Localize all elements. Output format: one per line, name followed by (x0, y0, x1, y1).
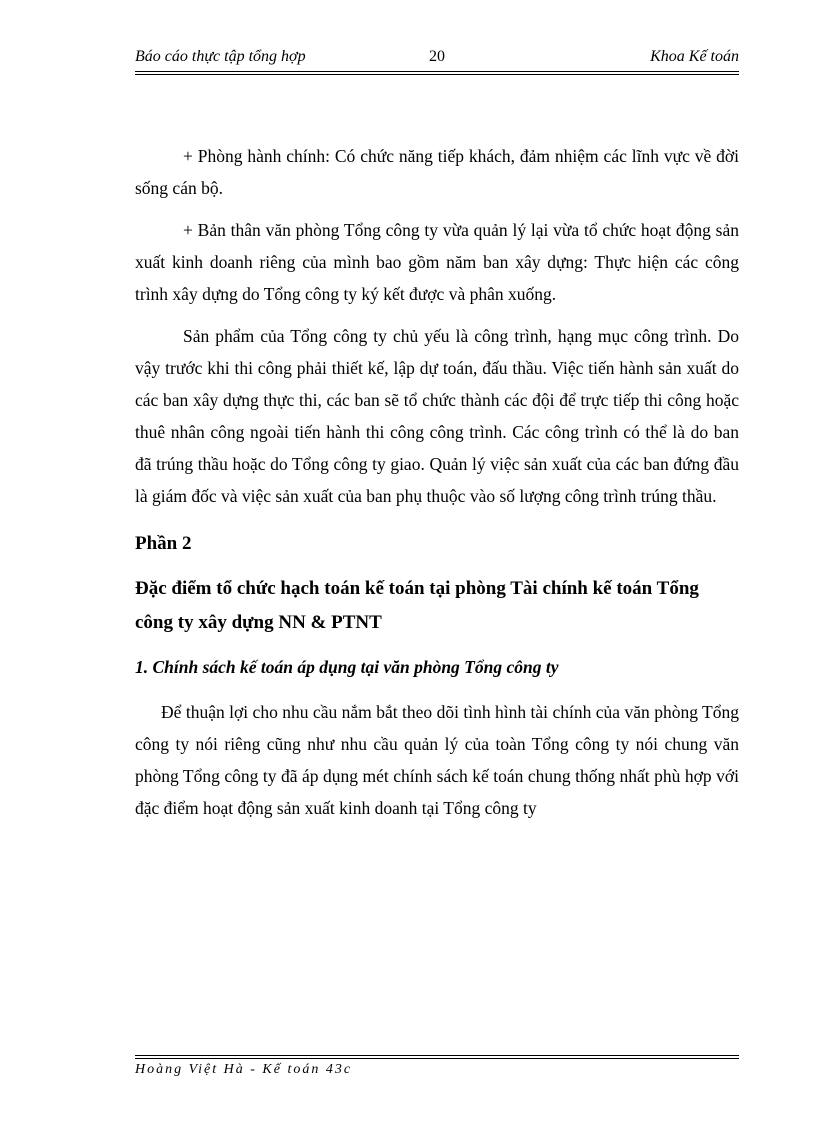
paragraph-accounting-policy: Để thuận lợi cho nhu cầu nắm bắt theo dõi tình hình tài chính của văn phòng Tổng công ty nói riêng cũng như nhu cầu quản lý của toàn Tổng công ty nói chung văn phòng Tổng công ty đã áp dụng mét chính sách kế toán chung thống nhất phù hợp với đặc điểm hoạt động sản xuất kinh doanh tại Tổng công ty (135, 702, 739, 818)
section-title: Đặc điểm tổ chức hạch toán kế toán tại phòng Tài chính kế toán Tổng công ty xây dựng NN & PTNT (135, 578, 699, 633)
footer-rule-secondary (135, 1058, 739, 1059)
page-footer-author: Hoàng Việt Hà - Kế toán 43c (135, 1062, 353, 1077)
paragraph-admin-office: + Phòng hành chính: Có chức năng tiếp khách, đảm nhiệm các lĩnh vực về đời sống cán bộ. (135, 146, 739, 198)
header-rule-secondary (135, 74, 739, 75)
footer-rule (135, 1055, 739, 1056)
header-report-title: Báo cáo thực tập tổng hợp (135, 48, 306, 65)
paragraph-head-office: + Bản thân văn phòng Tổng công ty vừa quản lý lại vừa tổ chức hoạt động sản xuất kinh doanh riêng của mình bao gồm năm ban xây dựng: Thực hiện các công trình xây dựng do Tổng công ty ký kết được và phân xuống. (135, 220, 739, 304)
header-department: Khoa Kế toán (650, 48, 739, 65)
paragraph-products: Sản phẩm của Tổng công ty chủ yếu là công trình, hạng mục công trình. Do vậy trước khi thi công phải thiết kế, lập dự toán, đấu thầu. Việc tiến hành sản xuất do các ban xây dựng thực thi, các ban sẽ tổ chức thành các đội để trực tiếp thi công hoặc thuê nhân công ngoài tiến hành thi công công trình. Các công trình có thể là do ban đã trúng thầu hoặc do Tổng công ty giao. Quản lý việc sản xuất của các ban đứng đầu là giám đốc và việc sản xuất của ban phụ thuộc vào số lượng công trình trúng thầu. (135, 326, 739, 506)
subheading-accounting-policy: 1. Chính sách kế toán áp dụng tại văn phòng Tổng công ty (135, 657, 559, 677)
header-rule (135, 71, 739, 72)
document-body (135, 140, 739, 834)
header-page-number: 20 (429, 48, 445, 65)
part-heading: Phần 2 (135, 533, 192, 554)
page-header (135, 46, 739, 70)
